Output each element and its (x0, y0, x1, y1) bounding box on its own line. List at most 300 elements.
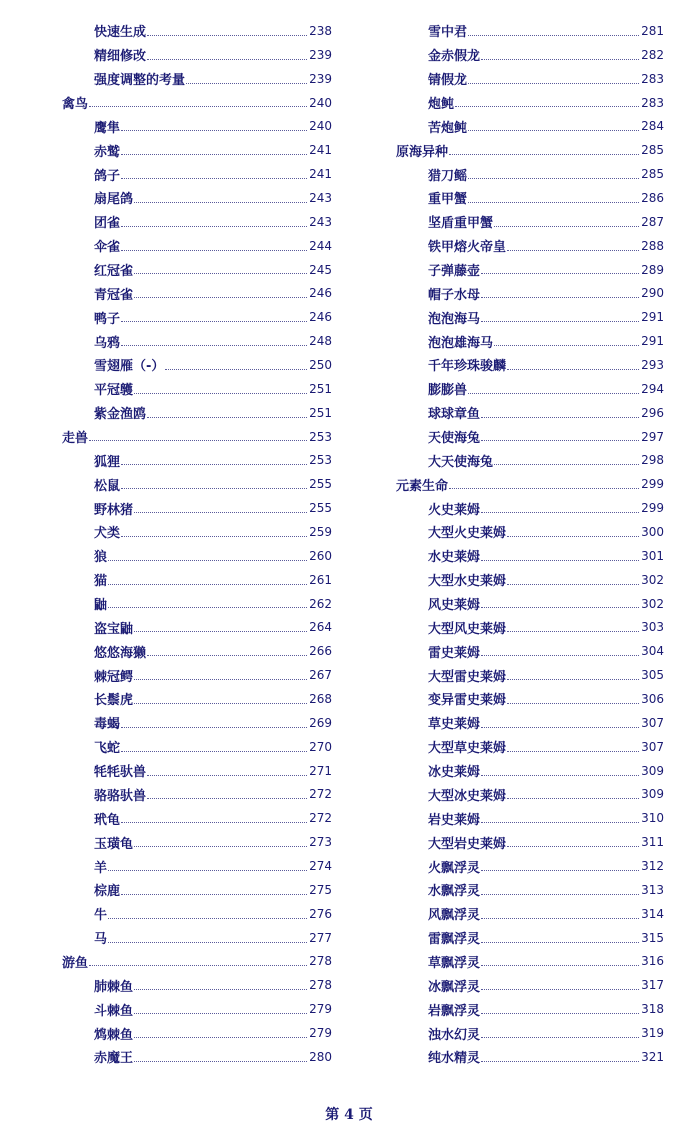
toc-entry-title: 飞蛇 (94, 741, 121, 757)
toc-entry[interactable] (62, 305, 332, 329)
toc-entry-page-number: 281 (641, 23, 664, 38)
toc-entry[interactable] (62, 902, 332, 926)
toc-entry-page-number: 290 (641, 286, 664, 301)
toc-dot-leader (507, 631, 639, 632)
toc-entry-title: 盗宝鼬 (94, 621, 134, 637)
toc-entry[interactable] (62, 19, 332, 43)
toc-entry-title: 平冠鹱 (94, 383, 134, 399)
toc-entry[interactable] (62, 663, 332, 687)
toc-dot-leader (121, 178, 307, 179)
toc-entry[interactable] (396, 1021, 664, 1045)
toc-entry-title: 水飘浮灵 (428, 884, 481, 900)
toc-entry-title: 犬类 (94, 526, 121, 542)
toc-entry-title: 坚盾重甲蟹 (428, 216, 494, 232)
toc-dot-leader (468, 178, 639, 179)
toc-dot-leader (481, 1061, 639, 1062)
toc-entry[interactable] (62, 186, 332, 210)
toc-entry[interactable] (396, 67, 664, 91)
toc-entry-title: 马 (94, 932, 108, 948)
toc-entry-page-number: 315 (641, 930, 664, 945)
toc-entry-title: 大型冰史莱姆 (428, 788, 507, 804)
toc-entry-page-number: 291 (641, 310, 664, 325)
toc-entry[interactable] (396, 854, 664, 878)
toc-dot-leader (134, 1013, 307, 1014)
toc-entry[interactable] (396, 663, 664, 687)
toc-entry-page-number: 240 (309, 95, 332, 110)
toc-dot-leader (507, 584, 639, 585)
toc-entry-title: 鼬 (94, 598, 108, 614)
toc-entry[interactable] (62, 997, 332, 1021)
toc-dot-leader (481, 727, 639, 728)
toc-entry-page-number: 272 (309, 787, 332, 802)
toc-entry-page-number: 285 (641, 143, 664, 158)
toc-dot-leader (134, 989, 307, 990)
toc-entry-title: 团雀 (94, 216, 121, 232)
toc-entry[interactable] (62, 592, 332, 616)
toc-entry-title: 玳龟 (94, 812, 121, 828)
toc-entry[interactable] (396, 902, 664, 926)
toc-entry-title: 变异雷史莱姆 (428, 693, 507, 709)
toc-entry[interactable] (62, 711, 332, 735)
toc-column-left (62, 19, 332, 1069)
toc-entry-page-number: 279 (309, 1002, 332, 1017)
toc-entry[interactable] (62, 878, 332, 902)
toc-entry-page-number: 309 (641, 787, 664, 802)
toc-entry-title: 帽子水母 (428, 287, 481, 303)
toc-dot-leader (121, 226, 307, 227)
toc-entry-title: 原海异种 (396, 144, 449, 160)
toc-entry[interactable] (396, 377, 664, 401)
toc-entry[interactable] (62, 806, 332, 830)
toc-entry-title: 大型风史莱姆 (428, 621, 507, 637)
toc-entry-page-number: 283 (641, 71, 664, 86)
toc-entry-page-number: 311 (641, 835, 664, 850)
toc-dot-leader (147, 655, 307, 656)
toc-entry-title: 猎刀鳐 (428, 168, 468, 184)
toc-entry-page-number: 287 (641, 214, 664, 229)
toc-entry-title: 毒蝎 (94, 717, 121, 733)
toc-entry-page-number: 245 (309, 262, 332, 277)
toc-entry[interactable] (62, 830, 332, 854)
toc-entry-title: 松鼠 (94, 478, 121, 494)
toc-dot-leader (507, 703, 639, 704)
toc-dot-leader (134, 393, 307, 394)
toc-entry[interactable] (396, 19, 664, 43)
toc-entry-title: 乌鸦 (94, 335, 121, 351)
page-number-footer: 第 4 页 (325, 1107, 373, 1123)
toc-section-entry[interactable] (62, 950, 332, 974)
toc-dot-leader (481, 942, 639, 943)
toc-entry[interactable] (396, 639, 664, 663)
toc-dot-leader (481, 512, 639, 513)
toc-entry-title: 泡泡海马 (428, 311, 481, 327)
toc-dot-leader (134, 679, 307, 680)
toc-entry[interactable] (396, 783, 664, 807)
toc-dot-leader (121, 464, 307, 465)
toc-entry-title: 元素生命 (396, 478, 449, 494)
toc-entry[interactable] (396, 234, 664, 258)
toc-dot-leader (481, 822, 639, 823)
toc-entry[interactable] (396, 186, 664, 210)
toc-dot-leader (481, 989, 639, 990)
toc-entry[interactable] (396, 329, 664, 353)
toc-entry-page-number: 291 (641, 334, 664, 349)
toc-entry-page-number: 275 (309, 882, 332, 897)
toc-dot-leader (481, 321, 639, 322)
toc-entry[interactable] (396, 973, 664, 997)
toc-dot-leader (147, 417, 307, 418)
toc-entry[interactable] (62, 67, 332, 91)
toc-entry-title: 雪翅雁（-） (94, 359, 165, 375)
toc-entry[interactable] (396, 592, 664, 616)
toc-entry-page-number: 299 (641, 477, 664, 492)
toc-entry-page-number: 267 (309, 668, 332, 683)
toc-entry-page-number: 305 (641, 668, 664, 683)
toc-entry[interactable] (396, 735, 664, 759)
toc-entry-page-number: 296 (641, 405, 664, 420)
toc-entry-page-number: 288 (641, 238, 664, 253)
toc-entry[interactable] (62, 496, 332, 520)
toc-entry[interactable] (62, 687, 332, 711)
toc-entry[interactable] (396, 997, 664, 1021)
toc-entry-page-number: 316 (641, 954, 664, 969)
toc-entry-page-number: 260 (309, 548, 332, 563)
toc-entry[interactable] (396, 759, 664, 783)
toc-entry[interactable] (62, 472, 332, 496)
toc-entry-page-number: 293 (641, 357, 664, 372)
toc-entry-title: 走兽 (62, 431, 89, 447)
toc-dot-leader (494, 345, 639, 346)
toc-entry-title: 球球章鱼 (428, 407, 481, 423)
toc-entry-page-number: 313 (641, 882, 664, 897)
toc-entry-title: 锖假龙 (428, 73, 468, 89)
toc-entry-title: 雷史莱姆 (428, 645, 481, 661)
toc-entry-title: 草飘浮灵 (428, 955, 481, 971)
toc-entry[interactable] (396, 281, 664, 305)
toc-dot-leader (494, 226, 639, 227)
toc-entry-page-number: 306 (641, 691, 664, 706)
toc-entry-title: 紫金渔鸥 (94, 407, 147, 423)
toc-dot-leader (147, 775, 307, 776)
toc-entry[interactable] (62, 854, 332, 878)
toc-dot-leader (134, 846, 307, 847)
toc-dot-leader (507, 751, 639, 752)
toc-entry[interactable] (396, 1045, 664, 1069)
toc-dot-leader (481, 59, 639, 60)
toc-entry[interactable] (396, 520, 664, 544)
toc-entry[interactable] (396, 425, 664, 449)
toc-entry[interactable] (396, 258, 664, 282)
toc-entry-page-number: 241 (309, 143, 332, 158)
toc-entry[interactable] (62, 926, 332, 950)
toc-entry[interactable] (62, 783, 332, 807)
toc-entry-page-number: 266 (309, 644, 332, 659)
toc-entry-page-number: 273 (309, 835, 332, 850)
toc-dot-leader (507, 679, 639, 680)
toc-entry[interactable] (62, 735, 332, 759)
toc-entry-title: 鹰隼 (94, 120, 121, 136)
toc-entry[interactable] (396, 401, 664, 425)
toc-dot-leader (134, 202, 307, 203)
toc-section-entry[interactable] (396, 138, 664, 162)
toc-entry-page-number: 251 (309, 405, 332, 420)
toc-dot-leader (507, 369, 639, 370)
toc-entry-title: 水史莱姆 (428, 550, 481, 566)
toc-dot-leader (455, 106, 639, 107)
toc-section-entry[interactable] (62, 425, 332, 449)
toc-entry-page-number: 280 (309, 1049, 332, 1064)
toc-entry-title: 重甲蟹 (428, 192, 468, 208)
toc-dot-leader (481, 894, 639, 895)
toc-entry-title: 肺棘鱼 (94, 979, 134, 995)
toc-entry-page-number: 302 (641, 596, 664, 611)
toc-entry[interactable] (62, 544, 332, 568)
toc-dot-leader (108, 918, 307, 919)
toc-entry-page-number: 253 (309, 429, 332, 444)
toc-entry[interactable] (62, 162, 332, 186)
toc-entry[interactable] (396, 544, 664, 568)
toc-entry[interactable] (396, 305, 664, 329)
toc-dot-leader (481, 297, 639, 298)
toc-entry-title: 羊 (94, 860, 108, 876)
toc-entry-page-number: 301 (641, 548, 664, 563)
toc-entry[interactable] (62, 759, 332, 783)
toc-entry-page-number: 299 (641, 501, 664, 516)
toc-dot-leader (121, 130, 307, 131)
toc-entry-title: 鸩棘鱼 (94, 1027, 134, 1043)
toc-entry-page-number: 253 (309, 453, 332, 468)
toc-entry-title: 草史莱姆 (428, 717, 481, 733)
toc-entry-title: 牛 (94, 908, 108, 924)
toc-entry-title: 大型水史莱姆 (428, 574, 507, 590)
toc-entry[interactable] (62, 329, 332, 353)
toc-entry[interactable] (62, 639, 332, 663)
toc-entry-page-number: 269 (309, 715, 332, 730)
toc-entry[interactable] (62, 234, 332, 258)
toc-entry[interactable] (62, 258, 332, 282)
toc-entry-title: 雪中君 (428, 25, 468, 41)
toc-entry-page-number: 278 (309, 954, 332, 969)
toc-entry-page-number: 262 (309, 596, 332, 611)
toc-entry-page-number: 246 (309, 310, 332, 325)
toc-entry-page-number: 240 (309, 119, 332, 134)
toc-dot-leader (134, 1061, 307, 1062)
toc-dot-leader (147, 35, 307, 36)
toc-dot-leader (121, 154, 307, 155)
toc-entry-title: 苦炮鲀 (428, 120, 468, 136)
toc-entry[interactable] (62, 138, 332, 162)
toc-column-right (396, 19, 664, 1069)
toc-dot-leader (108, 942, 307, 943)
toc-entry[interactable] (62, 448, 332, 472)
toc-entry[interactable] (396, 210, 664, 234)
toc-dot-leader (507, 798, 639, 799)
toc-dot-leader (121, 727, 307, 728)
toc-dot-leader (121, 751, 307, 752)
toc-entry-title: 狐狸 (94, 454, 121, 470)
toc-entry[interactable] (62, 520, 332, 544)
toc-entry-title: 火史莱姆 (428, 502, 481, 518)
toc-entry-page-number: 310 (641, 811, 664, 826)
toc-entry[interactable] (396, 114, 664, 138)
toc-entry[interactable] (62, 377, 332, 401)
toc-entry-title: 风飘浮灵 (428, 908, 481, 924)
toc-entry[interactable] (62, 43, 332, 67)
toc-entry-page-number: 318 (641, 1002, 664, 1017)
toc-entry-page-number: 239 (309, 47, 332, 62)
toc-entry[interactable] (396, 496, 664, 520)
toc-entry-title: 大型草史莱姆 (428, 741, 507, 757)
toc-entry[interactable] (62, 353, 332, 377)
toc-entry-title: 禽鸟 (62, 97, 89, 112)
toc-dot-leader (468, 35, 639, 36)
toc-entry-title: 风史莱姆 (428, 598, 481, 614)
toc-entry[interactable] (396, 568, 664, 592)
toc-entry[interactable] (396, 43, 664, 67)
toc-dot-leader (481, 1037, 639, 1038)
toc-entry[interactable] (396, 687, 664, 711)
toc-dot-leader (89, 106, 307, 107)
toc-entry-title: 长鬃虎 (94, 693, 134, 709)
toc-entry-title: 泡泡雄海马 (428, 335, 494, 351)
toc-entry-title: 大型雷史莱姆 (428, 669, 507, 685)
toc-entry[interactable] (396, 878, 664, 902)
toc-entry-page-number: 319 (641, 1026, 664, 1041)
toc-dot-leader (481, 560, 639, 561)
toc-entry-title: 赤鹫 (94, 144, 121, 160)
toc-entry-page-number: 270 (309, 739, 332, 754)
toc-dot-leader (121, 536, 307, 537)
toc-entry-title: 膨膨兽 (428, 383, 468, 399)
toc-section-entry[interactable] (62, 91, 332, 115)
toc-dot-leader (507, 536, 639, 537)
toc-entry-page-number: 286 (641, 190, 664, 205)
toc-entry-page-number: 259 (309, 524, 332, 539)
toc-entry-title: 精细修改 (94, 49, 147, 65)
toc-entry-page-number: 278 (309, 978, 332, 993)
toc-dot-leader (481, 607, 639, 608)
toc-entry-page-number: 277 (309, 930, 332, 945)
toc-entry[interactable] (62, 973, 332, 997)
toc-entry-title: 伞雀 (94, 240, 121, 256)
toc-dot-leader (121, 894, 307, 895)
toc-entry-title: 鸽子 (94, 168, 121, 184)
toc-entry[interactable] (62, 114, 332, 138)
toc-entry-title: 大天使海兔 (428, 454, 494, 470)
toc-entry-title: 青冠雀 (94, 287, 134, 303)
toc-entry-title: 骆骆驮兽 (94, 788, 147, 804)
toc-entry[interactable] (62, 281, 332, 305)
toc-entry-title: 赤魔王 (94, 1051, 134, 1067)
toc-entry-title: 冰飘浮灵 (428, 979, 481, 995)
toc-dot-leader (134, 631, 307, 632)
toc-entry-page-number: 314 (641, 906, 664, 921)
toc-entry[interactable] (396, 711, 664, 735)
toc-dot-leader (449, 154, 639, 155)
toc-entry-title: 火飘浮灵 (428, 860, 481, 876)
toc-entry-page-number: 283 (641, 95, 664, 110)
toc-dot-leader (186, 83, 307, 84)
toc-entry-page-number: 243 (309, 214, 332, 229)
toc-entry[interactable] (396, 615, 664, 639)
toc-dot-leader (468, 202, 639, 203)
toc-entry-title: 大型火史莱姆 (428, 526, 507, 542)
toc-entry-title: 狼 (94, 550, 108, 566)
toc-entry-page-number: 272 (309, 811, 332, 826)
toc-entry[interactable] (396, 353, 664, 377)
toc-dot-leader (89, 440, 307, 441)
toc-dot-leader (481, 417, 639, 418)
toc-entry[interactable] (62, 401, 332, 425)
toc-entry-page-number: 307 (641, 739, 664, 754)
toc-entry[interactable] (62, 615, 332, 639)
toc-entry-title: 冰史莱姆 (428, 765, 481, 781)
toc-dot-leader (134, 703, 307, 704)
toc-dot-leader (134, 1037, 307, 1038)
toc-entry[interactable] (62, 210, 332, 234)
toc-dot-leader (481, 1013, 639, 1014)
toc-dot-leader (481, 775, 639, 776)
toc-dot-leader (481, 273, 639, 274)
toc-entry-page-number: 304 (641, 644, 664, 659)
toc-dot-leader (481, 870, 639, 871)
toc-dot-leader (108, 870, 307, 871)
toc-dot-leader (121, 345, 307, 346)
toc-entry[interactable] (62, 568, 332, 592)
toc-entry-page-number: 238 (309, 23, 332, 38)
toc-dot-leader (121, 822, 307, 823)
toc-dot-leader (147, 59, 307, 60)
toc-entry-title: 炮鲀 (428, 97, 455, 112)
toc-entry[interactable] (396, 830, 664, 854)
toc-entry[interactable] (62, 1021, 332, 1045)
toc-dot-leader (108, 584, 307, 585)
toc-dot-leader (89, 965, 307, 966)
toc-entry-page-number: 255 (309, 477, 332, 492)
toc-entry[interactable] (396, 926, 664, 950)
toc-entry-title: 快速生成 (94, 25, 147, 41)
toc-dot-leader (108, 560, 307, 561)
toc-entry-title: 棕鹿 (94, 884, 121, 900)
toc-entry-title: 大型岩史莱姆 (428, 836, 507, 852)
toc-entry-page-number: 243 (309, 190, 332, 205)
toc-dot-leader (134, 297, 307, 298)
toc-entry-page-number: 274 (309, 859, 332, 873)
toc-entry[interactable] (396, 806, 664, 830)
toc-entry-title: 雷飘浮灵 (428, 932, 481, 948)
toc-entry-page-number: 300 (641, 524, 664, 539)
toc-entry[interactable] (396, 91, 664, 115)
toc-dot-leader (481, 965, 639, 966)
toc-entry-title: 红冠雀 (94, 264, 134, 280)
toc-entry-title: 子弹藤壶 (428, 264, 481, 280)
toc-entry-page-number: 246 (309, 286, 332, 301)
toc-entry-page-number: 284 (641, 119, 664, 134)
toc-dot-leader (481, 440, 639, 441)
toc-entry[interactable] (62, 1045, 332, 1069)
toc-entry[interactable] (396, 448, 664, 472)
toc-entry[interactable] (396, 950, 664, 974)
toc-entry-page-number: 282 (641, 47, 664, 62)
toc-section-entry[interactable] (396, 472, 664, 496)
toc-dot-leader (481, 918, 639, 919)
toc-entry-page-number: 276 (309, 906, 332, 921)
toc-entry-title: 金赤假龙 (428, 49, 481, 65)
toc-entry-page-number: 309 (641, 763, 664, 778)
toc-entry-page-number: 241 (309, 167, 332, 182)
toc-entry[interactable] (396, 162, 664, 186)
toc-dot-leader (507, 250, 639, 251)
